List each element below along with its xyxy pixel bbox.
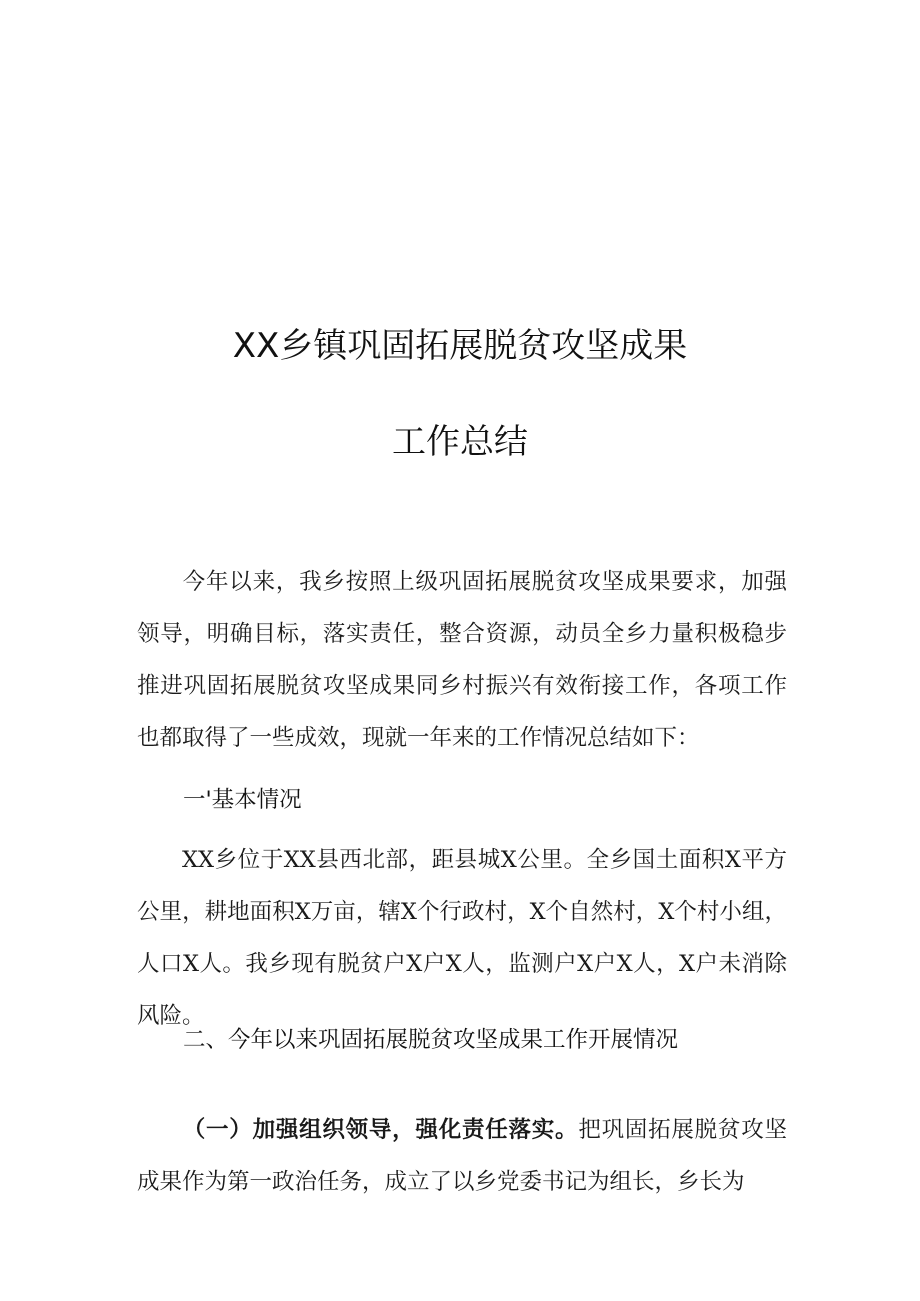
- document-title-line-1: XX乡镇巩固拓展脱贫攻坚成果: [232, 326, 688, 366]
- section-1-heading: 一'基本情况: [183, 787, 302, 813]
- document-title-line-2: 工作总结: [392, 422, 528, 462]
- subsection-1-paragraph: [137, 1104, 787, 1208]
- subsection-1-text: 把巩固拓展脱贫攻坚成果作为第一政治任务，成立了以乡党委书记为组长，乡长为: [137, 1117, 787, 1195]
- subsection-1-lead: （一）加强组织领导，强化责任落实。: [182, 1117, 579, 1143]
- section-2-heading: 二、今年以来巩固拓展脱贫攻坚成果工作开展情况: [183, 1027, 679, 1053]
- intro-paragraph-text: 今年以来，我乡按照上级巩固拓展脱贫攻坚成果要求，加强领导，明确目标，落实责任，整合资源，动员全乡力量积极稳步推进巩固拓展脱贫攻坚成果同乡村振兴有效衔接工作，各项工作也都取得了一些成效，现就一年来的工作情况总结如下：: [137, 569, 787, 751]
- intro-paragraph: [137, 556, 787, 764]
- section-1-paragraph-text: XX乡位于XX县西北部，距县城X公里。全乡国土面积X平方公里，耕地面积X万亩，辖X个行政村，X个自然村，X个村小组，人口X人。我乡现有脱贫户X户X人，监测户X户X人，X户未消除风险。: [137, 847, 788, 1029]
- section-1-paragraph: [137, 834, 787, 1042]
